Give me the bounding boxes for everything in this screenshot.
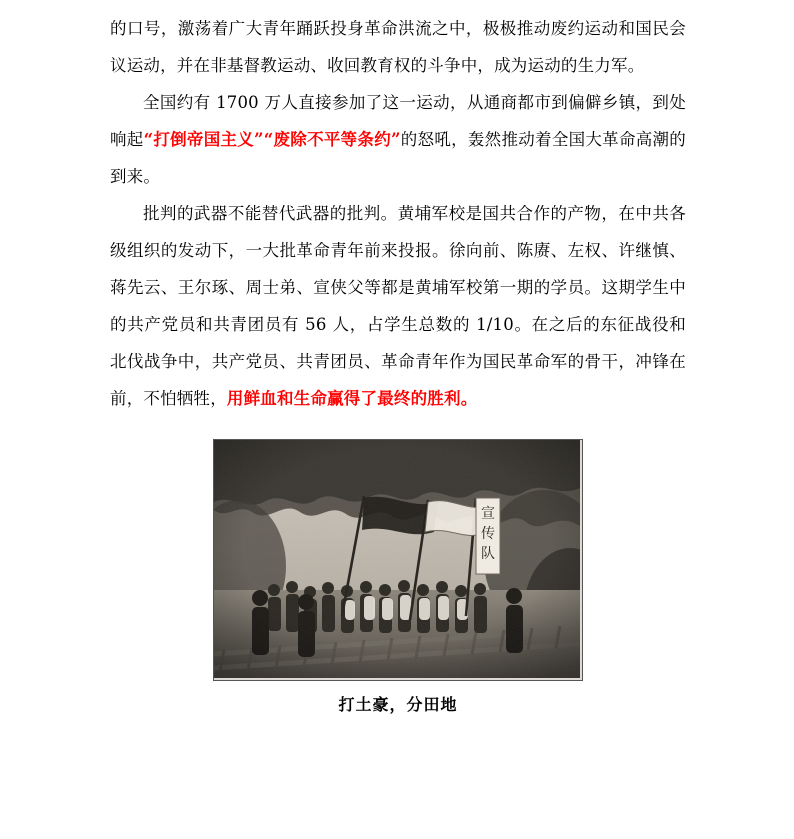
paragraph-3: [110, 195, 686, 417]
paragraph-2: [110, 84, 686, 195]
paragraph-2-highlight-slogans: “打倒帝国主义”“废除不平等条约”: [143, 130, 401, 149]
paragraph-2-text-part-1: 全国约有 1700 万人直接参加了这一运动，从通商都市到偏僻乡镇，到处响起: [110, 93, 686, 149]
paragraph-3-text-part-1: 批判的武器不能替代武器的批判。黄埔军校是国共合作的产物，在中共各级组织的发动下，一大批革命青年前来投报。徐向前、陈赓、左权、许继慎、蒋先云、王尔琢、周士弟、宣侠父等都是黄埔军校第一期的学员。这期学生中的共产党员和共青团员有 56 人，占学生总数的 1/10。在之后的东征战役和北伐战争中，共产党员、共青团员、革命青年作为国民革命军的骨干，冲锋在前，不怕牺牲，: [110, 204, 686, 408]
paragraph-2-text-part-2: 的怒吼，轰然推动着全国大革命高潮的到来。: [110, 130, 686, 186]
figure-block: [110, 439, 686, 715]
historical-photo-peasant-movement: [213, 439, 583, 681]
paragraph-3-highlight-ending: 用鲜血和生命赢得了最终的胜利。: [226, 389, 478, 408]
paragraph-1: [110, 0, 686, 84]
paragraph-1-text: 的口号，激荡着广大青年踊跃投身革命洪流之中，极极推动废约运动和国民会议运动，并在非基督教运动、收回教育权的斗争中，成为运动的生力军。: [110, 19, 686, 75]
figure-caption: 打土豪，分田地: [338, 695, 458, 714]
